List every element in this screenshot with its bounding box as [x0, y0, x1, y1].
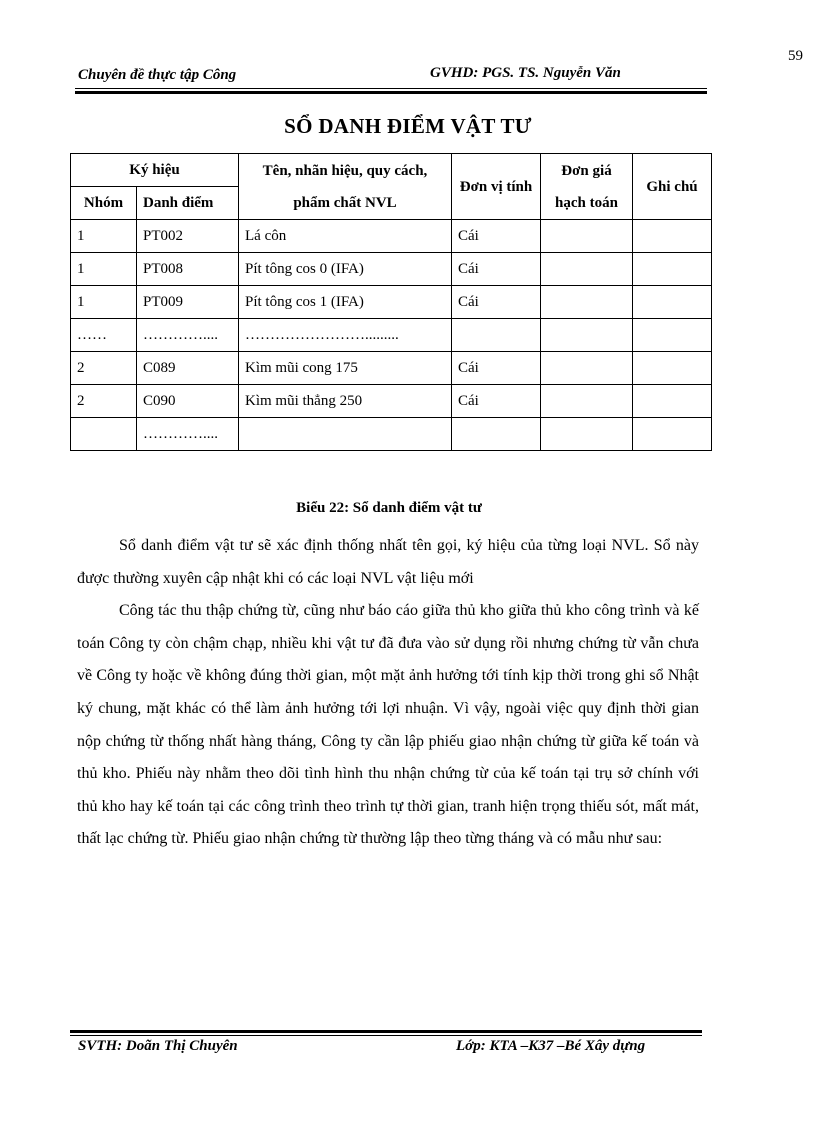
table-cell: Kìm mũi cong 175	[239, 352, 452, 385]
table-cell	[541, 220, 633, 253]
table-cell: C090	[137, 385, 239, 418]
table-cell: Cái	[452, 385, 541, 418]
table-row	[71, 418, 712, 451]
page-title: SỔ DANH ĐIỂM VẬT TƯ	[284, 114, 532, 138]
table-row	[71, 352, 712, 385]
table-cell	[452, 319, 541, 352]
table-cell	[633, 220, 712, 253]
material-code-table	[70, 153, 712, 451]
table-cell: …………....	[137, 418, 239, 451]
table-cell: 2	[71, 352, 137, 385]
table-row	[71, 253, 712, 286]
page-footer	[70, 1030, 710, 1070]
table-cell	[541, 385, 633, 418]
table-cell	[541, 253, 633, 286]
body-text	[77, 530, 699, 856]
table-cell: PT009	[137, 286, 239, 319]
table-cell: ……	[71, 319, 137, 352]
header-rule-thick	[75, 91, 707, 94]
header-danh-diem: Danh điểm	[137, 187, 239, 220]
header-nhom: Nhóm	[71, 187, 137, 220]
table-cell: …………………….........	[239, 319, 452, 352]
table-cell	[633, 319, 712, 352]
header-left-text: Chuyên đề thực tập Công	[78, 67, 237, 83]
footer-rule-thin	[70, 1035, 702, 1036]
header-don-vi: Đơn vị tính	[452, 154, 541, 220]
header-ghi-chu: Ghi chú	[633, 154, 712, 220]
header-right-text: GVHD: PGS. TS. Nguyễn Văn	[430, 65, 621, 81]
footer-left-text: SVTH: Doãn Thị Chuyên	[78, 1038, 238, 1054]
table-cell	[633, 286, 712, 319]
table-row	[71, 385, 712, 418]
table-cell	[633, 352, 712, 385]
table-cell: Kìm mũi thẳng 250	[239, 385, 452, 418]
table-cell	[541, 418, 633, 451]
table-row	[71, 319, 712, 352]
table-caption: Biểu 22: Sổ danh điểm vật tư	[296, 500, 482, 516]
footer-rule-thick	[70, 1030, 702, 1033]
page-header	[75, 62, 707, 102]
table-cell: Cái	[452, 352, 541, 385]
paragraph: Sổ danh điểm vật tư sẽ xác định thống nhất tên gọi, ký hiệu của từng loại NVL. Sổ này được thường xuyên cập nhật khi có các loại NVL vật liệu mới	[77, 537, 699, 587]
footer-right-text: Lớp: KTA –K37 –Bé Xây dựng	[456, 1038, 646, 1054]
table-body	[71, 220, 712, 451]
table-cell: 1	[71, 253, 137, 286]
table-cell: Cái	[452, 286, 541, 319]
table-cell	[71, 418, 137, 451]
table-cell: Pít tông cos 1 (IFA)	[239, 286, 452, 319]
table-cell: 1	[71, 220, 137, 253]
table-cell	[541, 352, 633, 385]
table-cell: PT008	[137, 253, 239, 286]
table-cell	[541, 319, 633, 352]
table-cell: Pít tông cos 0 (IFA)	[239, 253, 452, 286]
table-cell	[239, 418, 452, 451]
page-number: 59	[788, 48, 803, 64]
paragraph: Công tác thu thập chứng từ, cũng như báo cáo giữa thủ kho giữa thủ kho công trình và kế toán Công ty còn chậm chạp, nhiều khi vật tư đã đưa vào sử dụng rồi nhưng chứng từ vẫn chưa về Công ty hoặc về không đúng thời gian, một mặt ảnh hưởng tới tính kịp thời trong ghi sổ Nhật ký chung, mặt khác có thể làm ảnh hưởng tới lợi nhuận. Vì vậy, ngoài việc quy định thời gian nộp chứng từ thống nhất hàng tháng, Công ty cần lập phiếu giao nhận chứng từ giữa kế toán và thủ kho. Phiếu này nhằm theo dõi tình hình thu nhận chứng từ của kế toán tại trụ sở chính với thủ kho hay kế toán tại các công trình theo trình tự thời gian, tranh hiện trọng thiếu sót, mất mát, thất lạc chứng từ. Phiếu giao nhận chứng từ thường lập theo từng tháng và có mẫu như sau:	[77, 602, 699, 848]
table-cell: 2	[71, 385, 137, 418]
table-cell	[633, 253, 712, 286]
table-cell: 1	[71, 286, 137, 319]
table-cell: PT002	[137, 220, 239, 253]
table-cell: Cái	[452, 253, 541, 286]
table-cell	[633, 385, 712, 418]
table-cell	[452, 418, 541, 451]
table-cell: Lá côn	[239, 220, 452, 253]
table-cell	[633, 418, 712, 451]
table-cell: Cái	[452, 220, 541, 253]
header-ten: Tên, nhãn hiệu, quy cách, phẩm chất NVL	[239, 154, 452, 220]
table-cell: …………....	[137, 319, 239, 352]
table-row	[71, 220, 712, 253]
table-cell: C089	[137, 352, 239, 385]
table-row	[71, 286, 712, 319]
header-ky-hieu: Ký hiệu	[71, 154, 239, 187]
header-rule-thin	[75, 88, 707, 89]
table-cell	[541, 286, 633, 319]
header-don-gia: Đơn giá hạch toán	[541, 154, 633, 220]
